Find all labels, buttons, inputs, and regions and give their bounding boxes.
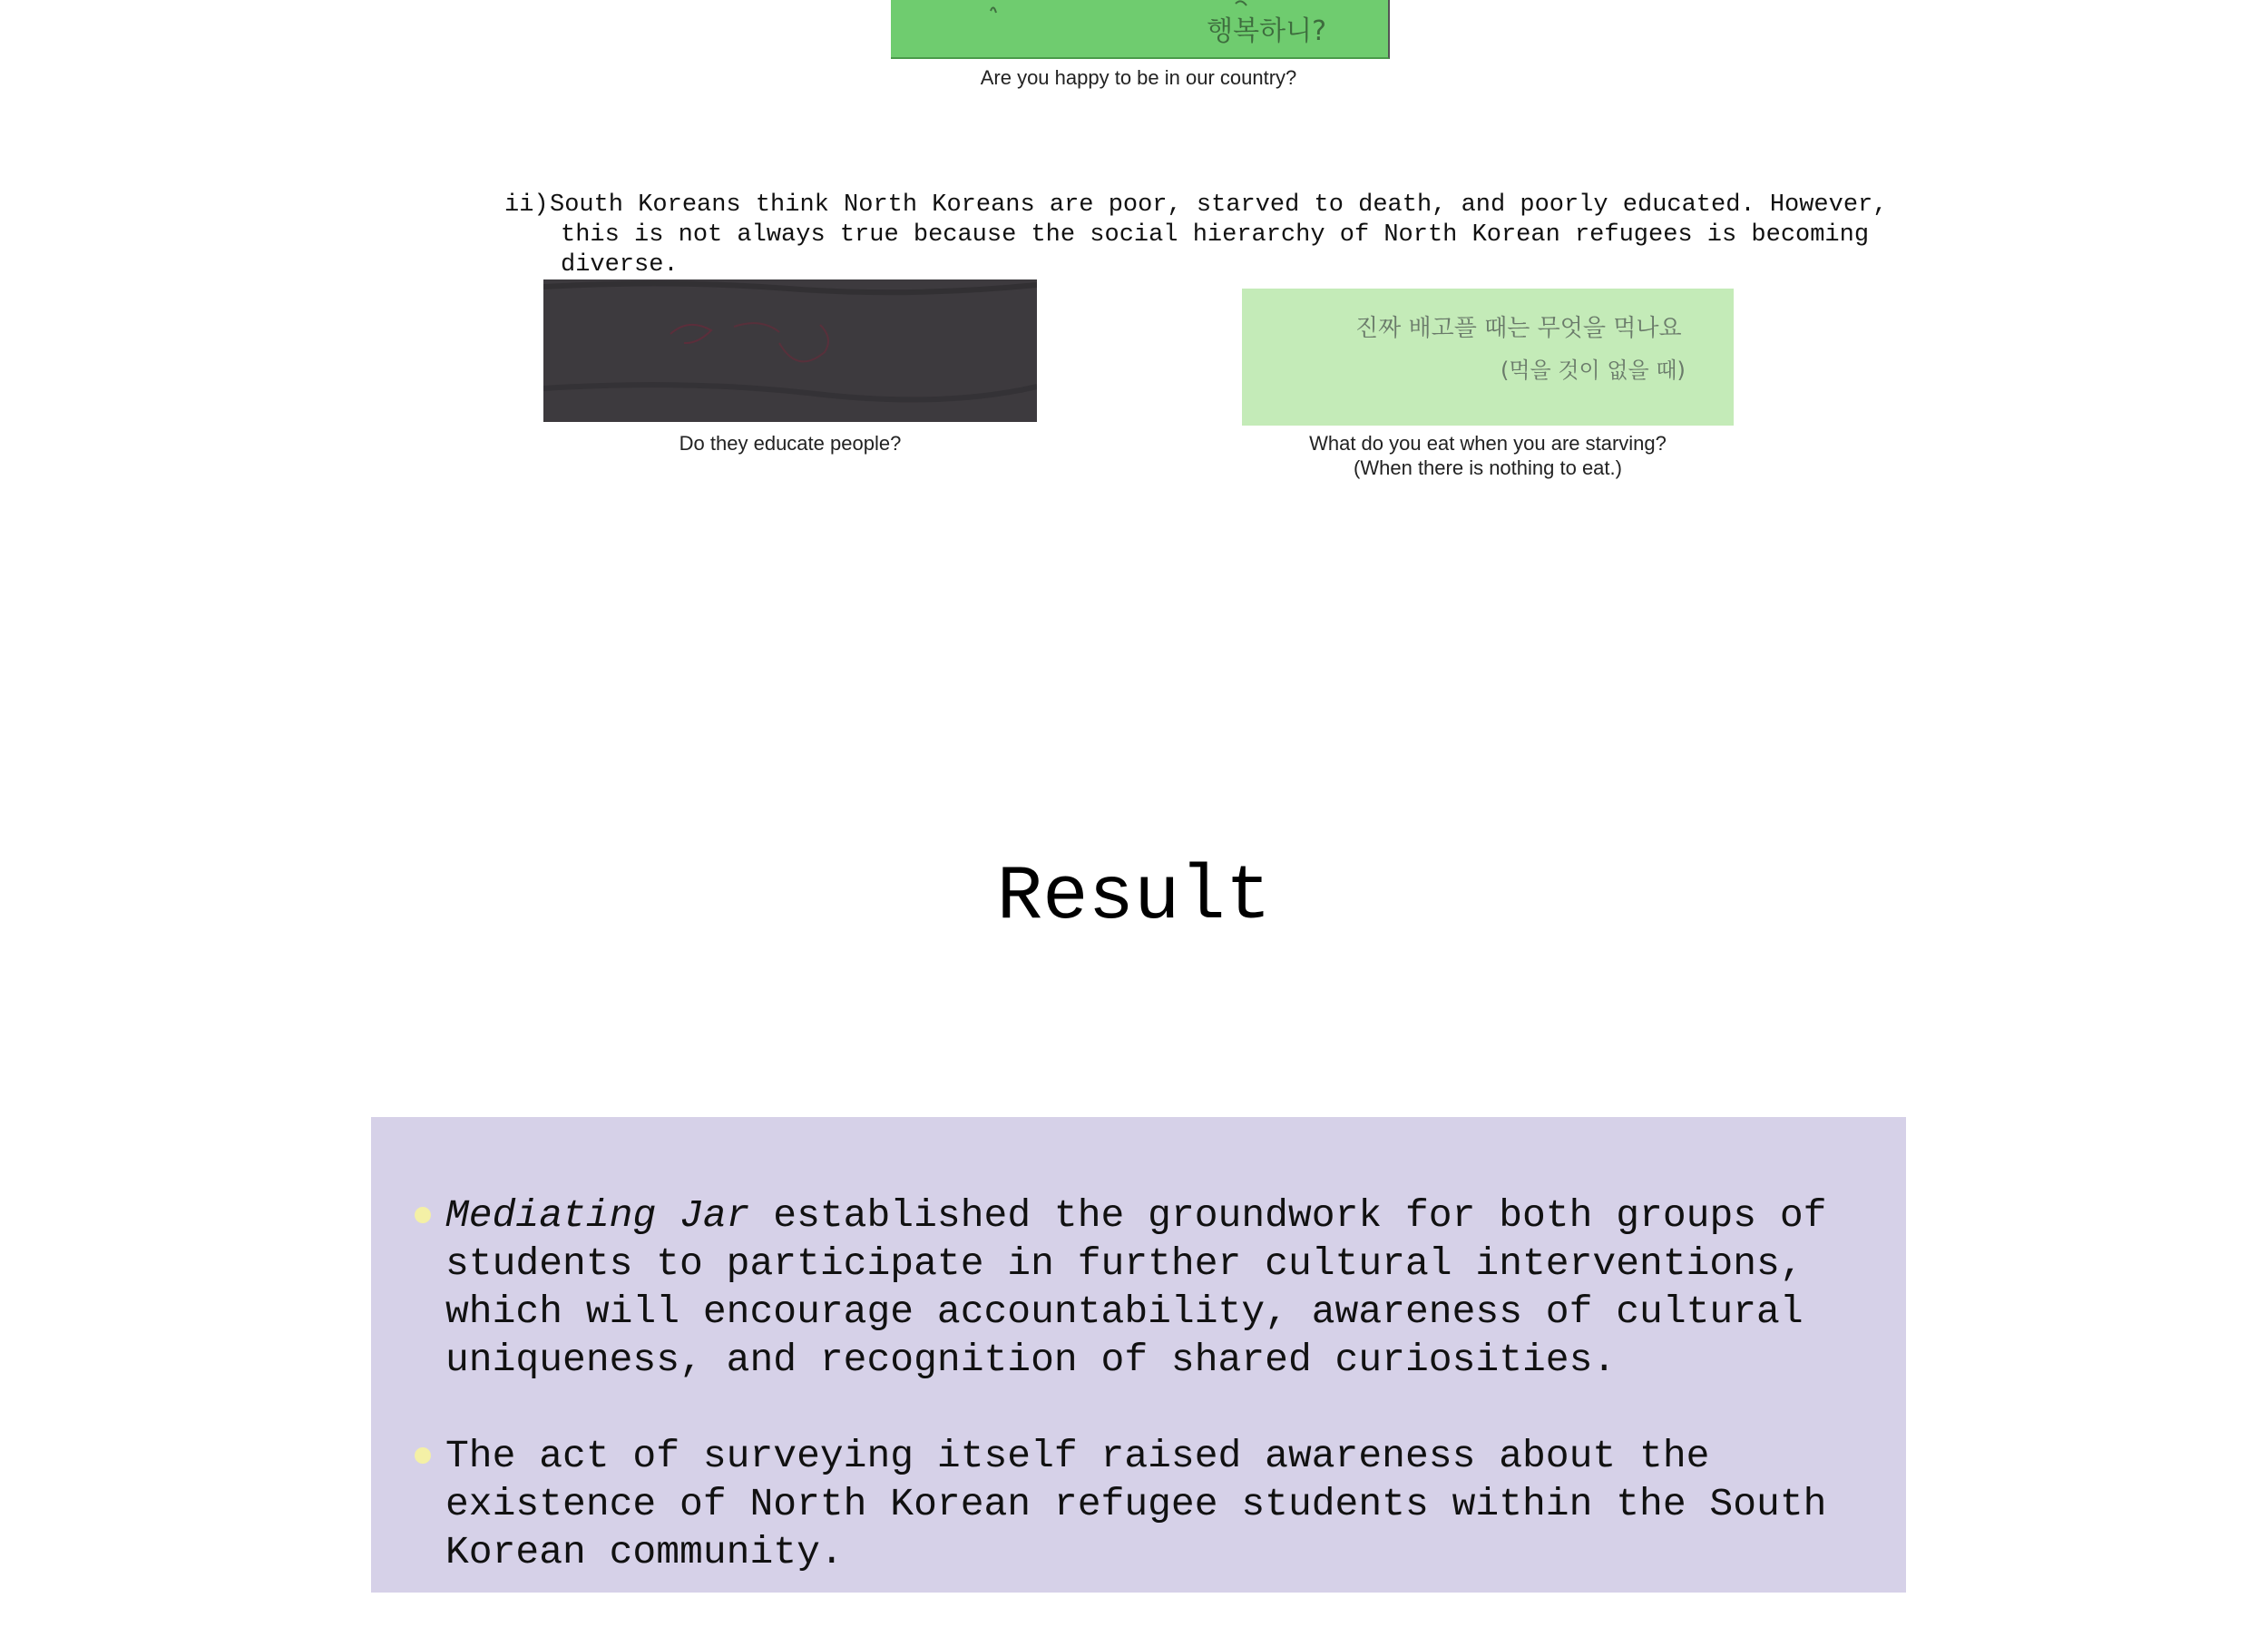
sticky-note-black <box>543 279 1037 422</box>
result-bullet-2-text: The act of surveying itself raised awareness about the existence of North Korean refugee students within the South Korean community. <box>445 1434 1827 1574</box>
project-title: Mediating Jar <box>445 1193 750 1238</box>
note-caption-right <box>1207 431 1769 480</box>
note-caption-left: Do they educate people? <box>679 432 902 455</box>
handwriting-korean <box>1242 289 1734 426</box>
result-box <box>371 1117 1906 1593</box>
point-ii-line1 <box>504 191 1920 221</box>
sticky-note-light-green <box>1242 289 1734 426</box>
point-ii-line2: this is not always true because the social hierarchy of North Korean refugees is becoming diverse. <box>561 221 1870 279</box>
handwriting-right-line1: 진짜 배고플 때는 무엇을 먹나요 <box>1355 315 1682 342</box>
result-bullet-1-text: established the groundwork for both groups of students to participate in further cultural interventions, which will encourage accountability, awareness of cultural uniqueness, and recognition of shared curiosities. <box>445 1193 1827 1382</box>
bullet-dot-icon <box>415 1447 431 1464</box>
point-ii-paragraph <box>504 191 1920 280</box>
handwriting-scribble <box>891 0 1388 57</box>
bullet-dot-icon <box>415 1207 431 1223</box>
list-marker: ii) <box>504 191 549 219</box>
result-heading: Result <box>996 855 1272 941</box>
point-ii-text1: South Koreans think North Koreans are poor, starved to death, and poorly educated. However, <box>550 191 1888 219</box>
handwriting-faint-scribble <box>543 279 1037 422</box>
result-bullet-1 <box>445 1191 1861 1384</box>
note-caption-top: Are you happy to be in our country? <box>980 66 1297 89</box>
result-bullet-2 <box>445 1432 1861 1576</box>
note-caption-right-line1: What do you eat when you are starving? <box>1309 432 1667 455</box>
handwriting-right-line2: (먹을 것이 없을 때) <box>1501 358 1686 383</box>
handwriting-top: 행복하니? <box>1207 15 1326 47</box>
sticky-note-green-top <box>891 0 1390 59</box>
note-caption-right-line2: (When there is nothing to eat.) <box>1354 456 1622 479</box>
